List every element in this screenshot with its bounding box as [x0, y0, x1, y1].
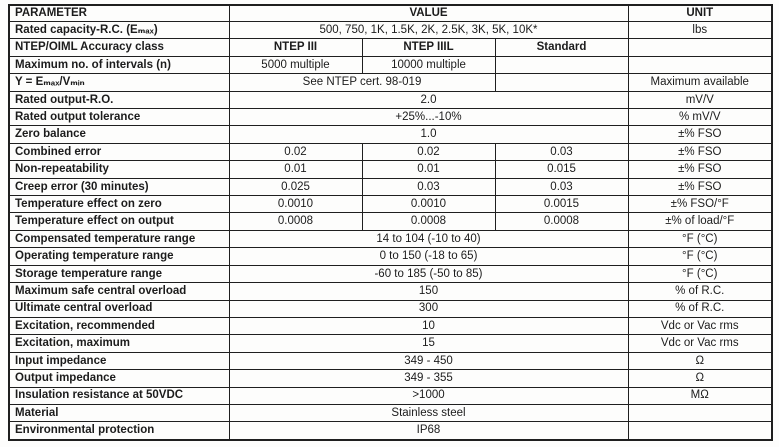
table-row	[9, 196, 772, 213]
param-cell: NTEP/OIML Accuracy class	[9, 39, 229, 56]
param-cell: Maximum safe central overload	[9, 283, 229, 300]
unit-cell: lbs	[628, 22, 772, 39]
param-cell: Storage temperature range	[9, 265, 229, 282]
param-cell: Excitation, recommended	[9, 317, 229, 334]
value-cell: -60 to 185 (-50 to 85)	[229, 265, 628, 282]
param-cell: Temperature effect on output	[9, 213, 229, 230]
value-cell: 2.0	[229, 91, 628, 108]
unit-cell: % of R.C.	[628, 283, 772, 300]
value-cell-ntep3l: NTEP IIIL	[362, 39, 495, 56]
param-cell: Non-repeatability	[9, 161, 229, 178]
value-cell: Stainless steel	[229, 404, 628, 421]
unit-cell	[628, 404, 772, 421]
param-cell: Rated capacity-R.C. (Eₘₐₓ)	[9, 22, 229, 39]
unit-cell: ±% FSO	[628, 126, 772, 143]
table-header-row	[9, 5, 772, 22]
unit-cell	[628, 422, 772, 440]
value-cell-ntep3l: 0.03	[362, 178, 495, 195]
unit-cell: Maximum available	[628, 74, 772, 91]
table-row	[9, 265, 772, 282]
param-cell: Input impedance	[9, 352, 229, 369]
value-cell: 10	[229, 317, 628, 334]
param-cell: Operating temperature range	[9, 248, 229, 265]
param-cell: Excitation, maximum	[9, 335, 229, 352]
table-row	[9, 22, 772, 39]
unit-cell: °F (°C)	[628, 230, 772, 247]
value-cell: >1000	[229, 387, 628, 404]
value-cell: 0 to 150 (-18 to 65)	[229, 248, 628, 265]
unit-cell: ±% FSO	[628, 143, 772, 160]
value-cell: 15	[229, 335, 628, 352]
unit-cell: °F (°C)	[628, 265, 772, 282]
header-value: VALUE	[229, 5, 628, 22]
unit-cell: MΩ	[628, 387, 772, 404]
value-cell-ntep3: 5000 multiple	[229, 56, 362, 73]
unit-cell: ±% FSO	[628, 161, 772, 178]
unit-cell: Ω	[628, 370, 772, 387]
value-cell-ntep3l: 0.02	[362, 143, 495, 160]
unit-cell: mV/V	[628, 91, 772, 108]
table-row	[9, 74, 772, 91]
value-cell-standard	[495, 74, 628, 91]
value-cell-ntep3: 0.0010	[229, 196, 362, 213]
table-row	[9, 161, 772, 178]
table-row	[9, 352, 772, 369]
value-cell: 1.0	[229, 126, 628, 143]
table-row	[9, 126, 772, 143]
value-cell: 14 to 104 (-10 to 40)	[229, 230, 628, 247]
table-row	[9, 335, 772, 352]
value-cell-ntep3: 0.025	[229, 178, 362, 195]
table-row	[9, 422, 772, 440]
param-cell: Y = Eₘₐₓ/Vₘᵢₙ	[9, 74, 229, 91]
value-cell: 349 - 450	[229, 352, 628, 369]
table-row	[9, 317, 772, 334]
value-cell-standard: 0.03	[495, 178, 628, 195]
value-cell: 150	[229, 283, 628, 300]
param-cell: Creep error (30 minutes)	[9, 178, 229, 195]
table-row	[9, 248, 772, 265]
value-cell-ntep3l: 10000 multiple	[362, 56, 495, 73]
unit-cell: % of R.C.	[628, 300, 772, 317]
value-cell: See NTEP cert. 98-019	[229, 74, 495, 91]
table-row	[9, 387, 772, 404]
value-cell-ntep3: 0.02	[229, 143, 362, 160]
value-cell: 300	[229, 300, 628, 317]
value-cell-standard: 0.015	[495, 161, 628, 178]
param-cell: Environmental protection	[9, 422, 229, 440]
value-cell: 500, 750, 1K, 1.5K, 2K, 2.5K, 3K, 5K, 10K*	[229, 22, 628, 39]
param-cell: Zero balance	[9, 126, 229, 143]
spec-table	[8, 4, 773, 441]
value-cell-standard: Standard	[495, 39, 628, 56]
value-cell-ntep3: 0.01	[229, 161, 362, 178]
value-cell-ntep3l: 0.0010	[362, 196, 495, 213]
table-row	[9, 213, 772, 230]
unit-cell: ±% of load/°F	[628, 213, 772, 230]
param-cell: Rated output-R.O.	[9, 91, 229, 108]
value-cell-ntep3l: 0.01	[362, 161, 495, 178]
table-row	[9, 109, 772, 126]
value-cell-standard: 0.03	[495, 143, 628, 160]
header-parameter: PARAMETER	[9, 5, 229, 22]
value-cell-standard: 0.0008	[495, 213, 628, 230]
param-cell: Output impedance	[9, 370, 229, 387]
table-row	[9, 300, 772, 317]
value-cell: 349 - 355	[229, 370, 628, 387]
table-row	[9, 56, 772, 73]
table-row	[9, 143, 772, 160]
unit-cell: °F (°C)	[628, 248, 772, 265]
value-cell-standard	[495, 56, 628, 73]
param-cell: Combined error	[9, 143, 229, 160]
table-row	[9, 230, 772, 247]
unit-cell	[628, 39, 772, 56]
unit-cell: ±% FSO/°F	[628, 196, 772, 213]
header-unit: UNIT	[628, 5, 772, 22]
param-cell: Compensated temperature range	[9, 230, 229, 247]
param-cell: Rated output tolerance	[9, 109, 229, 126]
unit-cell: Vdc or Vac rms	[628, 335, 772, 352]
table-row	[9, 39, 772, 56]
value-cell-ntep3: 0.0008	[229, 213, 362, 230]
table-row	[9, 370, 772, 387]
unit-cell: % mV/V	[628, 109, 772, 126]
unit-cell: Vdc or Vac rms	[628, 317, 772, 334]
unit-cell: Ω	[628, 352, 772, 369]
table-row	[9, 404, 772, 421]
value-cell: IP68	[229, 422, 628, 440]
table-row	[9, 91, 772, 108]
param-cell: Material	[9, 404, 229, 421]
table-row	[9, 283, 772, 300]
table-row	[9, 178, 772, 195]
unit-cell: ±% FSO	[628, 178, 772, 195]
value-cell-ntep3: NTEP III	[229, 39, 362, 56]
unit-cell	[628, 56, 772, 73]
param-cell: Insulation resistance at 50VDC	[9, 387, 229, 404]
param-cell: Ultimate central overload	[9, 300, 229, 317]
value-cell: +25%...-10%	[229, 109, 628, 126]
param-cell: Maximum no. of intervals (n)	[9, 56, 229, 73]
param-cell: Temperature effect on zero	[9, 196, 229, 213]
value-cell-ntep3l: 0.0008	[362, 213, 495, 230]
value-cell-standard: 0.0015	[495, 196, 628, 213]
